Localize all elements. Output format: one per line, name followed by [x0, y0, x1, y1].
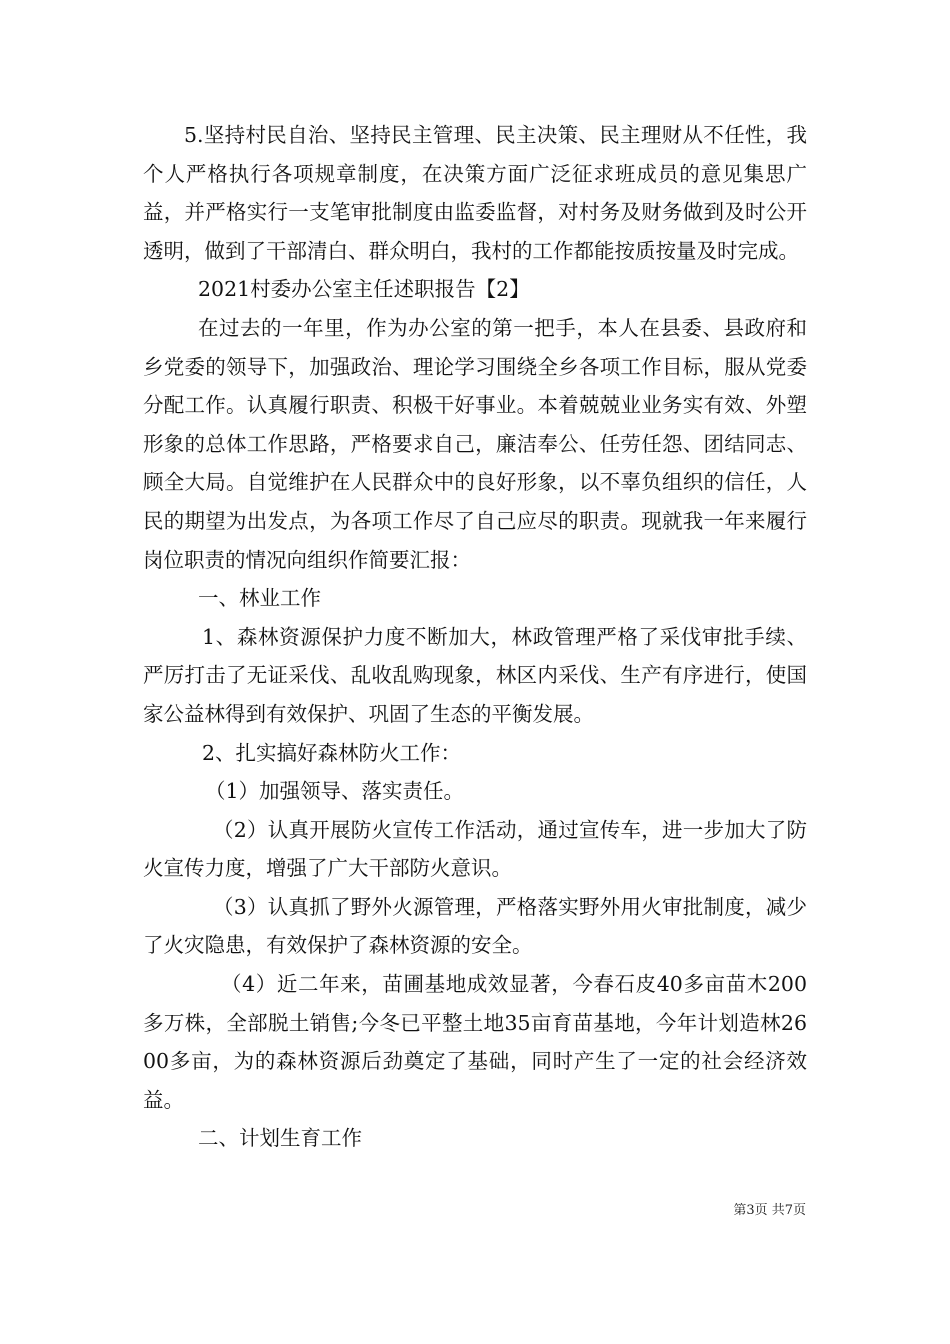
paragraph-intro: 在过去的一年里，作为办公室的第一把手，本人在县委、县政府和乡党委的领导下，加强政治、理论学习围绕全乡各项工作目标，服从党委分配工作。认真履行职责、积极干好事业。本着兢兢业业务实有效、外塑形象的总体工作思路，严格要求自己，廉洁奉公、任劳任怨、团结同志、顾全大局。自觉维护在人民群众中的良好形象，以不辜负组织的信任，人民的期望为出发点，为各项工作尽了自己应尽的职责。现就我一年来履行岗位职责的情况向组织作简要汇报： — [143, 315, 807, 572]
paragraph-fire-item-3: （3）认真抓了野外火源管理，严格落实野外用火审批制度，减少了火灾隐患，有效保护了森林资源的安全。 — [143, 894, 807, 958]
report-heading: 2021村委办公室主任述职报告【2】 — [198, 277, 530, 302]
document-body — [143, 116, 807, 1158]
paragraph-fire-item-1: （1）加强领导、落实责任。 — [205, 779, 465, 804]
section-heading-family-planning: 二、计划生育工作 — [198, 1126, 362, 1151]
section-heading-forestry: 一、林业工作 — [198, 586, 321, 611]
paragraph-fire-item-2: （2）认真开展防火宣传工作活动，通过宣传车，进一步加大了防火宣传力度，增强了广大干部防火意识。 — [143, 817, 807, 881]
paragraph-forest-protection: 1、森林资源保护力度不断加大，林政管理严格了采伐审批手续、严厉打击了无证采伐、乱收乱购现象，林区内采伐、生产有序进行，使国家公益林得到有效保护、巩固了生态的平衡发展。 — [143, 624, 807, 726]
paragraph-item-5: 5.坚持村民自治、坚持民主管理、民主决策、民主理财从不任性，我个人严格执行各项规章制度，在决策方面广泛征求班成员的意见集思广益，并严格实行一支笔审批制度由监委监督，对村务及财务做到及时公开透明，做到了干部清白、群众明白，我村的工作都能按质按量及时完成。 — [143, 123, 807, 263]
page-number: 第3页 共7页 — [733, 1203, 806, 1218]
paragraph-fire-item-4: （4）近二年来，苗圃基地成效显著，今春石皮40多亩苗木200多万株，全部脱土销售;今冬已平整土地35亩育苗基地，今年计划造林2600多亩，为的森林资源后劲奠定了基础，同时产生了一定的社会经济效益。 — [143, 972, 807, 1112]
paragraph-fire-prevention: 2、扎实搞好森林防火工作： — [202, 740, 462, 765]
